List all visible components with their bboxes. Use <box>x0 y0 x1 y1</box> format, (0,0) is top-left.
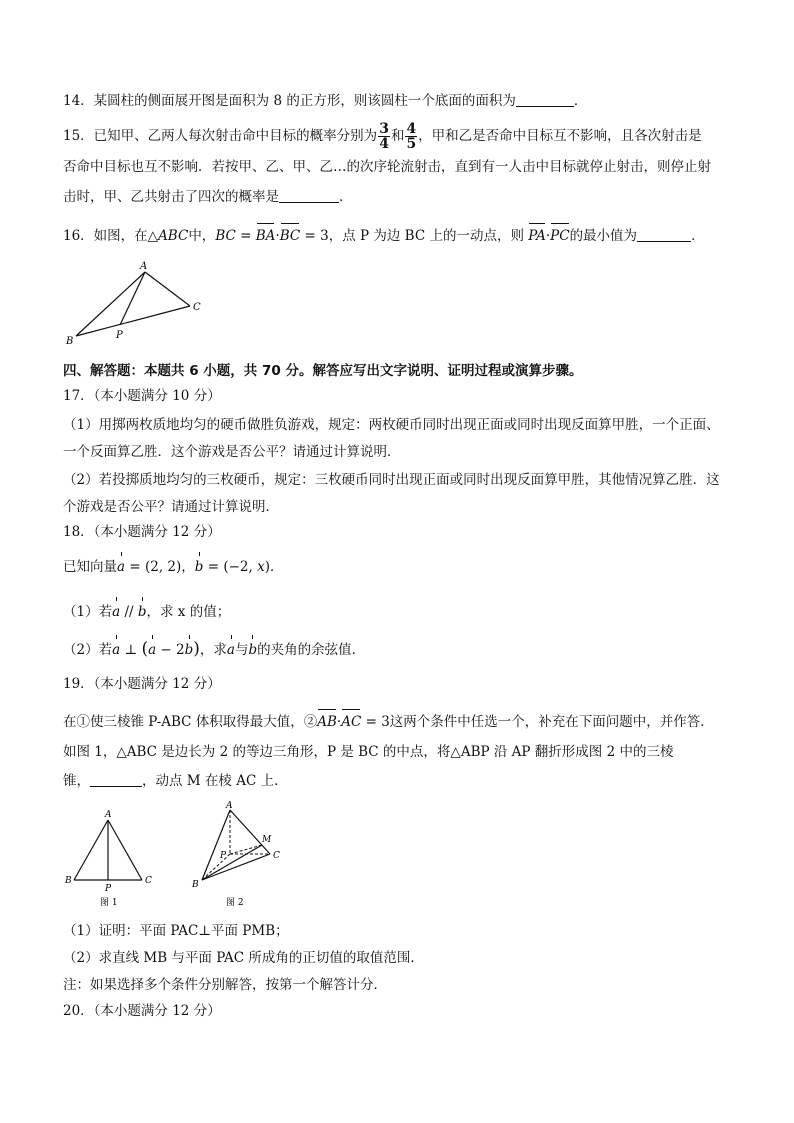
q15-end: ． <box>339 189 353 205</box>
label-b: B <box>192 880 199 890</box>
question-15-line3 <box>63 188 754 206</box>
q15-text-line3: 击时，甲、乙共射击了四次的概率是 <box>63 189 279 205</box>
vector-b: b <box>184 642 194 658</box>
frac-num: 3 <box>379 121 389 137</box>
tetrahedron-diagram <box>186 800 296 912</box>
edge-ac <box>145 272 190 306</box>
q15-text-a: 15．已知甲、乙两人每次射击命中目标的概率分别为 <box>63 128 378 144</box>
vector-pa: PA <box>528 228 546 244</box>
vector-bc: BC <box>279 228 301 244</box>
frac-den: 5 <box>406 136 417 152</box>
label-a: A <box>140 261 148 272</box>
label-m: M <box>262 835 272 845</box>
q18-part2 <box>63 640 754 659</box>
answer-blank[interactable] <box>516 93 574 107</box>
q18-p2-post: 的夹角的余弦值． <box>257 642 366 658</box>
q19-line3 <box>63 772 754 790</box>
label-p: P <box>116 330 123 341</box>
q16-eq3: = 3 <box>300 228 329 244</box>
question-14 <box>63 92 754 110</box>
label-c: C <box>193 302 201 313</box>
q19-head: 19．（本小题满分 12 分） <box>63 676 221 692</box>
edge-ab <box>202 810 230 880</box>
q16-abc: ABC <box>158 228 189 244</box>
q16-dot2: · <box>545 228 551 244</box>
label-c: C <box>145 876 152 886</box>
edge-ac <box>230 810 270 854</box>
q19-note: 注：如果选择多个条件分别解答，按第一个解答计分． <box>63 977 387 993</box>
edge-ac <box>108 820 142 880</box>
equilateral-triangle-diagram <box>60 806 170 912</box>
q18-p1-pre: （1）若 <box>63 604 113 620</box>
vector-a: a <box>117 559 126 575</box>
q18-x: x <box>257 559 265 575</box>
q17-part2-line1: （2）若投掷质地均匀的三枚硬币，规定：三枚硬币同时出现正面或同时出现反面算甲胜，其他情况算乙胜．这 <box>63 472 720 488</box>
q16-triangle-figure <box>62 258 212 350</box>
q17-part1-line2: 一个反面算乙胜．这个游戏是否公平？请通过计算说明． <box>63 444 401 460</box>
q16-end: ． <box>691 228 705 244</box>
edge-ab <box>74 820 108 880</box>
fraction-4-5 <box>405 122 417 151</box>
q18-p2-pre: （2）若 <box>63 642 113 658</box>
q18-head: 18．（本小题满分 12 分） <box>63 524 221 540</box>
figure-caption: 图 2 <box>226 898 244 908</box>
q16-dot: · <box>275 228 280 244</box>
q14-text: 14．某圆柱的侧面展开图是面积为 8 的正方形，则该圆柱一个底面的面积为 <box>63 93 516 109</box>
fraction-3-4 <box>378 122 390 151</box>
q19-eq: = 3 <box>361 714 390 730</box>
q16-suffix: 的最小值为 <box>569 228 638 244</box>
q16-bc: BC <box>215 228 236 244</box>
q19-text-b: 这两个条件中任选一个，补充在下面问题中，并作答． <box>389 714 714 730</box>
q16-prefix: 16．如图，在△ <box>63 228 159 244</box>
vector-b: b <box>248 642 258 658</box>
label-c: C <box>273 851 280 861</box>
q19-part1: （1）证明：平面 PAC⊥平面 PMB； <box>63 923 289 939</box>
q18-b-value: = (−2, <box>203 559 258 575</box>
q18-yu: 与 <box>234 642 249 658</box>
q20-head: 20．（本小题满分 12 分） <box>63 1003 221 1019</box>
q19-part2: （2）求直线 MB 与平面 PAC 所成角的正切值的取值范围． <box>63 950 424 966</box>
label-a: A <box>105 810 112 820</box>
vector-a: a <box>148 642 157 658</box>
vector-ab: AB <box>317 714 337 730</box>
frac-den: 4 <box>379 136 389 152</box>
q18-b-end: )． <box>264 559 284 575</box>
segment-bm <box>202 845 262 880</box>
edge-bc <box>76 306 190 336</box>
q17-part2-line2: 个游戏是否公平？请通过计算说明． <box>63 499 279 515</box>
answer-blank[interactable] <box>279 189 339 203</box>
q17-head: 17．（本小题满分 10 分） <box>63 388 221 404</box>
q18-minus: − 2 <box>156 642 185 658</box>
label-b: B <box>65 876 72 886</box>
q14-end: ． <box>573 93 588 109</box>
figure-1 <box>60 806 170 912</box>
segment-ap <box>120 272 145 325</box>
vector-ac: AC <box>341 714 362 730</box>
section-4-title: 四、解答题：本题共 6 小题，共 70 分。解答应写出文字说明、证明过程或演算步骤。 <box>63 363 583 379</box>
perpendicular-symbol: ⊥ <box>120 642 142 658</box>
q19-l3-b: ，动点 M 在棱 AC 上． <box>142 773 288 789</box>
parallel-symbol: // <box>120 604 138 620</box>
q18-given-text: 已知向量 <box>63 559 117 575</box>
vector-a: a <box>112 604 121 620</box>
vector-a: a <box>226 642 235 658</box>
question-15-line2 <box>63 158 754 176</box>
q16-eq: = <box>235 228 256 244</box>
triangle-abc-diagram <box>62 258 212 350</box>
q18-p2-mid: ，求 <box>199 642 227 658</box>
label-a: A <box>226 801 233 811</box>
q19-l3-a: 锥， <box>63 773 90 789</box>
vector-ba: BA <box>255 228 276 244</box>
figure-2 <box>186 800 296 912</box>
q18-p1-post: ，求 x 的值； <box>146 604 231 620</box>
q18-part1 <box>63 603 754 621</box>
q18-given <box>63 558 754 576</box>
label-b: B <box>66 336 74 347</box>
answer-blank[interactable] <box>90 773 142 787</box>
question-16 <box>63 227 754 245</box>
vector-a: a <box>112 642 121 658</box>
q18-a-value: = (2, 2)， <box>125 559 195 575</box>
frac-num: 4 <box>406 121 417 137</box>
q16-mid: ，点 P 为边 BC 上的一动点，则 <box>328 228 529 244</box>
q19-line1 <box>63 713 754 731</box>
vector-b: b <box>137 604 147 620</box>
q19-dot: · <box>336 714 342 730</box>
label-p: P <box>105 884 112 894</box>
paren-right: ) <box>193 639 200 659</box>
paren-left: ( <box>141 639 149 659</box>
segment-pm <box>230 845 262 854</box>
vector-pc: PC <box>550 228 570 244</box>
q15-text-line2: 否命中目标也互不影响．若按甲、乙、甲、乙…的次序轮流射击，直到有一人击中目标就停止射击，则停止射 <box>63 159 711 175</box>
figure-caption: 图 1 <box>100 898 118 908</box>
q16-zhong: 中， <box>188 228 216 244</box>
edge-bc <box>202 854 270 880</box>
q15-he: 和 <box>390 128 405 144</box>
vector-b: b <box>194 559 204 575</box>
q19-text-a: 在①使三棱锥 P-ABC 体积取得最大值，② <box>63 714 318 730</box>
q19-line2: 如图 1，△ABC 是边长为 2 的等边三角形，P 是 BC 的中点，将△ABP 沿 AP 翻折形成图 2 中的三棱 <box>63 744 674 760</box>
q15-text-b: ，甲和乙是否命中目标互不影响，且各次射击是 <box>418 128 702 144</box>
q17-part1-line1: （1）用掷两枚质地均匀的硬币做胜负游戏，规定：两枚硬币同时出现正面或同时出现反面算甲胜，一个正面、 <box>63 417 720 433</box>
answer-blank[interactable] <box>637 228 691 242</box>
question-15-line1 <box>63 122 754 151</box>
label-p: P <box>220 851 227 861</box>
